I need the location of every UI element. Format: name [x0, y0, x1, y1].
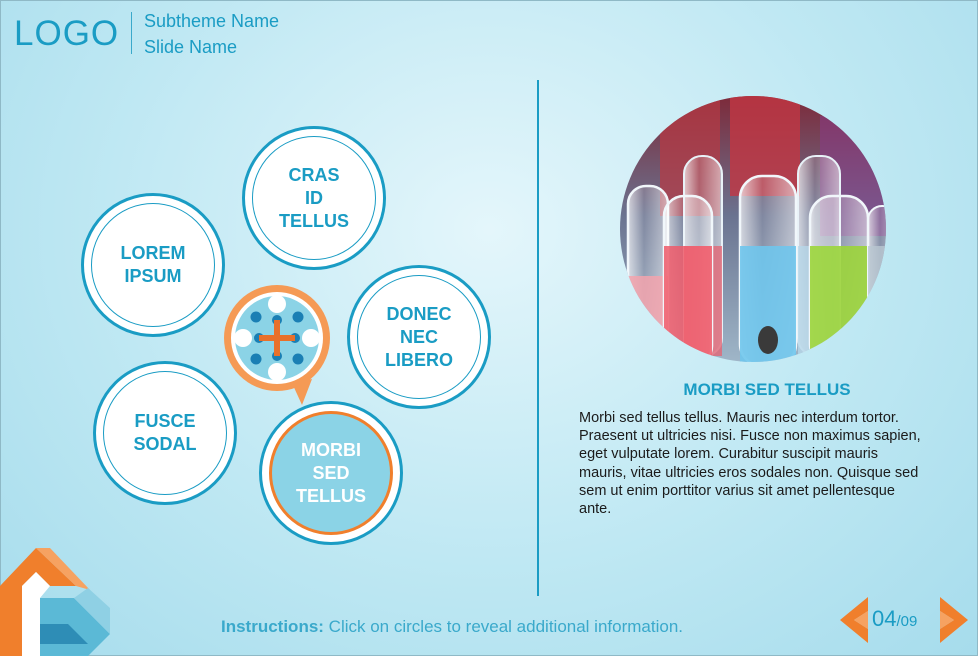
circle-fusce-sodal[interactable] — [93, 361, 237, 505]
page-total: /09 — [896, 613, 918, 630]
header-separator — [131, 12, 132, 54]
vertical-divider — [537, 80, 539, 596]
circle-label: FUSCE SODAL — [103, 371, 227, 495]
circle-label: DONEC NEC LIBERO — [357, 275, 481, 399]
circle-label: CRAS ID TELLUS — [252, 136, 376, 260]
circle-label: MORBI SED TELLUS — [269, 411, 393, 535]
detail-title: MORBI SED TELLUS — [683, 380, 851, 399]
circle-donec-nec-libero[interactable] — [347, 265, 491, 409]
slide-name: Slide Name — [144, 37, 238, 57]
instructions — [221, 617, 683, 637]
subtheme-name: Subtheme Name — [144, 11, 280, 31]
page-current: 04 — [872, 606, 897, 631]
circle-morbi-sed-tellus[interactable] — [259, 401, 403, 545]
page-indicator — [872, 606, 917, 632]
instructions-label: Instructions: — [221, 617, 324, 636]
previous-arrow-icon[interactable] — [840, 597, 868, 643]
next-arrow-icon[interactable] — [940, 597, 968, 643]
test-tubes-photo — [620, 96, 886, 362]
instructions-text: Click on circles to reveal additional information. — [323, 617, 684, 636]
detail-body: Morbi sed tellus tellus. Mauris nec interdum tortor. Praesent ut ultricies nisi. Fusce non maximus sapien, eget vulputate lorem. Curabitur suscipit mauris mauris, vitae ultricies eros sodales non. Quisque sed sem ut enim porttitor varius sit amet pellentesque ante. — [579, 410, 921, 518]
circle-label: LOREM IPSUM — [91, 203, 215, 327]
brand-corner-graphic — [0, 548, 110, 656]
plus-molecule-icon — [222, 283, 332, 408]
circle-lorem-ipsum[interactable] — [81, 193, 225, 337]
logo: LOGO — [14, 14, 120, 53]
circle-cras-id-tellus[interactable] — [242, 126, 386, 270]
